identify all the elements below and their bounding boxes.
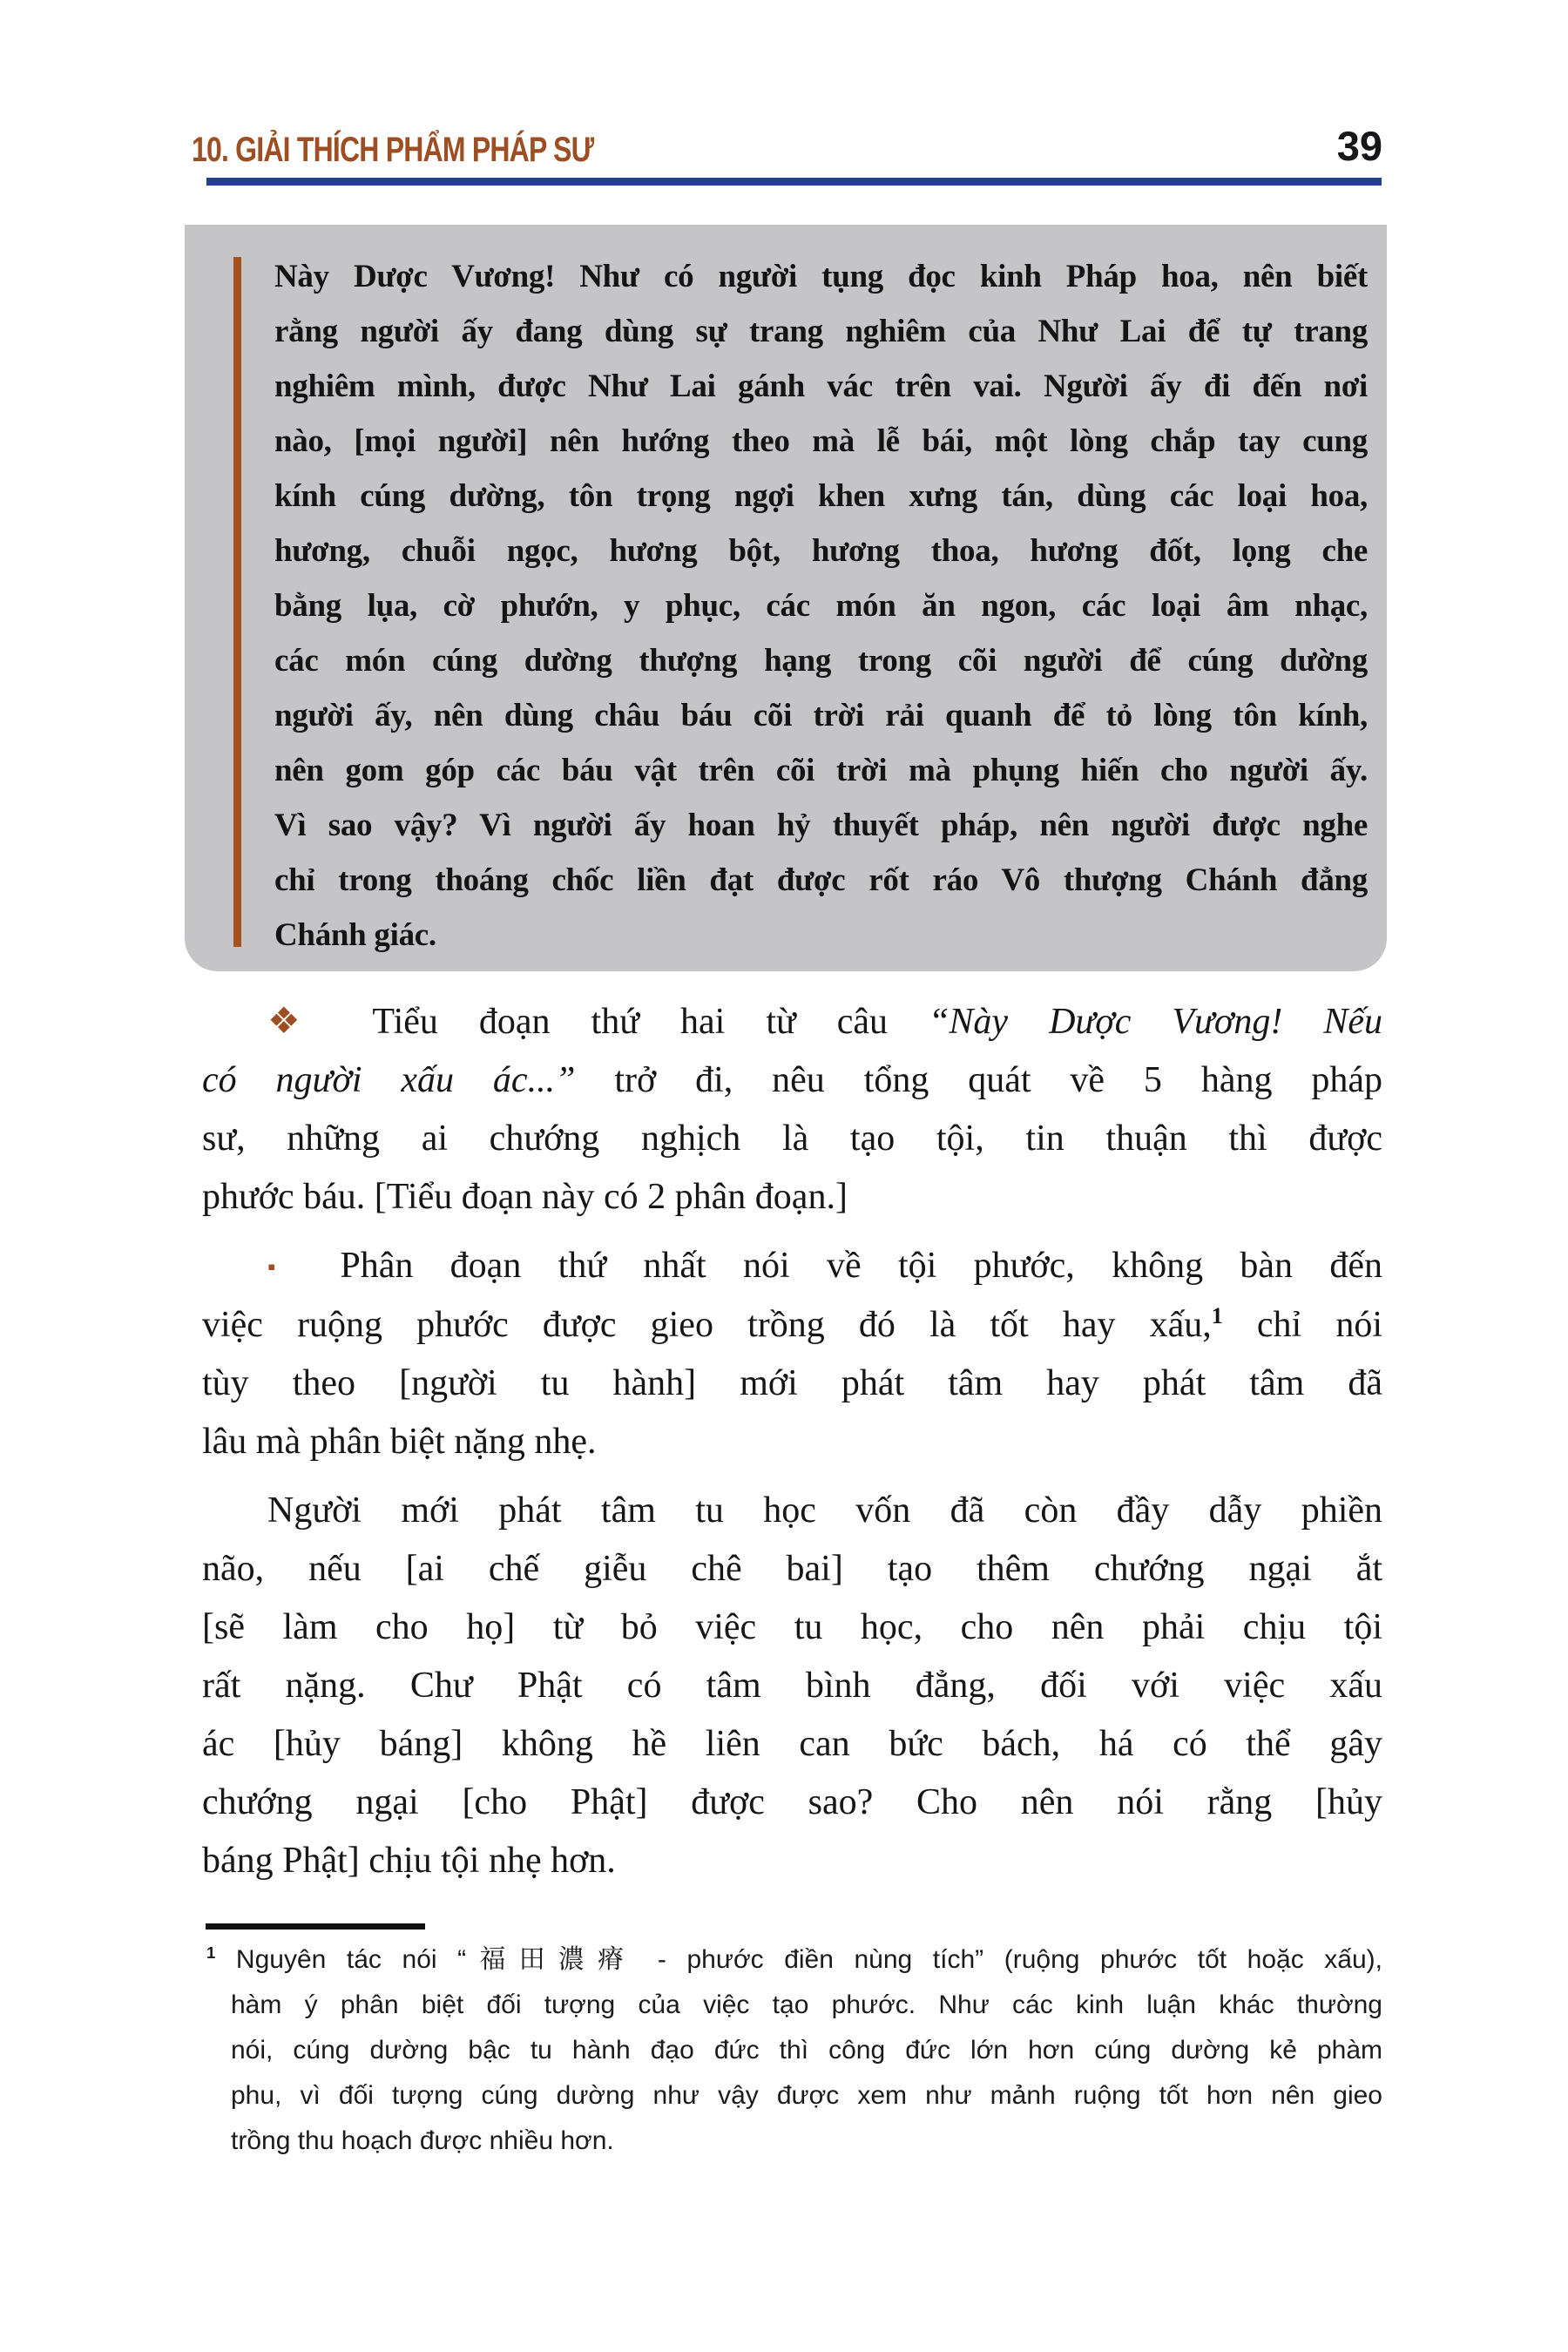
text-line: kính cúng dường, tôn trọng ngợi khen xưng tán, dùng các loại hoa, <box>274 478 1368 514</box>
paragraph-first-division <box>202 1237 1382 1471</box>
sutra-quote-text <box>274 249 1368 963</box>
text-line: nào, [mọi người] nên hướng theo mà lễ bái, một lòng chắp tay cung <box>274 423 1368 459</box>
text-line: phước báu. [Tiểu đoạn này có 2 phân đoạn.] <box>202 1177 848 1217</box>
text-line: nghiêm mình, được Như Lai gánh vác trên vai. Người ấy đi đến nơi <box>274 368 1368 404</box>
text-line: $^1$ Nguyên tác nói “福田濃瘠 - phước điền nùng tích” (ruộng phước tốt hoặc xấu), <box>206 1943 1382 1974</box>
text-line: [sẽ làm cho họ] từ bỏ việc tu học, cho nên phải chịu tội <box>202 1606 1382 1647</box>
text-line: Người mới phát tâm tu học vốn đã còn đầy dẫy phiền <box>267 1490 1382 1531</box>
text-line: người ấy, nên dùng châu báu cõi trời rải quanh để tỏ lòng tôn kính, <box>274 698 1368 733</box>
text-line: có người xấu ác...” trở đi, nêu tổng quát về 5 hàng pháp <box>202 1060 1382 1100</box>
text-line: chỉ trong thoáng chốc liền đạt được rốt ráo Vô thượng Chánh đẳng <box>274 862 1368 898</box>
text-line: chướng ngại [cho Phật] được sao? Cho nên nói rằng [hủy <box>202 1781 1382 1822</box>
text-line: Chánh giác. <box>274 917 436 953</box>
footnote <box>206 1937 1382 2164</box>
text-line: các món cúng dường thượng hạng trong cõi người để cúng dường <box>274 643 1368 679</box>
paragraph-explanation <box>202 1482 1382 1890</box>
text-line: não, nếu [ai chế giễu chê bai] tạo thêm chướng ngại ắt <box>202 1548 1382 1589</box>
text-line: tùy theo [người tu hành] mới phát tâm hay phát tâm đã <box>202 1362 1382 1403</box>
text-line: sư, những ai chướng nghịch là tạo tội, tin thuận thì được <box>202 1119 1382 1159</box>
text-line: Vì sao vậy? Vì người ấy hoan hỷ thuyết pháp, nên người được nghe <box>274 808 1368 843</box>
text-line: bằng lụa, cờ phướn, y phục, các món ăn ngon, các loại âm nhạc, <box>274 588 1368 624</box>
text-line: Này Dược Vương! Như có người tụng đọc kinh Pháp hoa, nên biết <box>274 259 1368 294</box>
text-line: ▪ Phân đoạn thứ nhất nói về tội phước, không bàn đến <box>267 1246 1382 1286</box>
text-line: trồng thu hoạch được nhiều hơn. <box>231 2126 614 2155</box>
text-line: hàm ý phân biệt đối tượng của việc tạo phước. Như các kinh luận khác thường <box>231 1990 1382 2019</box>
sutra-quote-box <box>185 225 1387 971</box>
text-line: ác [hủy báng] không hề liên can bức bách, há có thể gây <box>202 1723 1382 1764</box>
text-line: phu, vì đối tượng cúng dường như vậy được xem như mảnh ruộng tốt hơn nên gieo <box>231 2081 1382 2110</box>
paragraph-subsection <box>202 993 1382 1227</box>
header-rule <box>206 178 1382 186</box>
text-line: lâu mà phân biệt nặng nhẹ. <box>202 1421 597 1462</box>
quote-accent-bar <box>233 257 241 947</box>
text-line: báng Phật] chịu tội nhẹ hơn. <box>202 1840 616 1881</box>
text-line: nên gom góp các báu vật trên cõi trời mà phụng hiến cho người ấy. <box>274 753 1368 788</box>
chapter-header: 10. GIẢI THÍCH PHẨM PHÁP SƯ <box>192 131 594 169</box>
commentary-body <box>202 993 1382 1890</box>
footnote-divider <box>206 1923 425 1930</box>
text-line: hương, chuỗi ngọc, hương bột, hương thoa, hương đốt, lọng che <box>274 533 1368 569</box>
text-line: rằng người ấy đang dùng sự trang nghiêm của Như Lai để tự trang <box>274 314 1368 349</box>
text-line: ❖ Tiểu đoạn thứ hai từ câu “Này Dược Vương! Nếu <box>267 1002 1382 1042</box>
text-line: nói, cúng dường bậc tu hành đạo đức thì công đức lớn hơn cúng dường kẻ phàm <box>231 2036 1382 2065</box>
text-line: việc ruộng phước được gieo trồng đó là tốt hay xấu,$^1$ chỉ nói <box>202 1302 1382 1345</box>
page-number: 39 <box>1336 123 1382 169</box>
text-line: rất nặng. Chư Phật có tâm bình đẳng, đối với việc xấu <box>202 1665 1382 1706</box>
